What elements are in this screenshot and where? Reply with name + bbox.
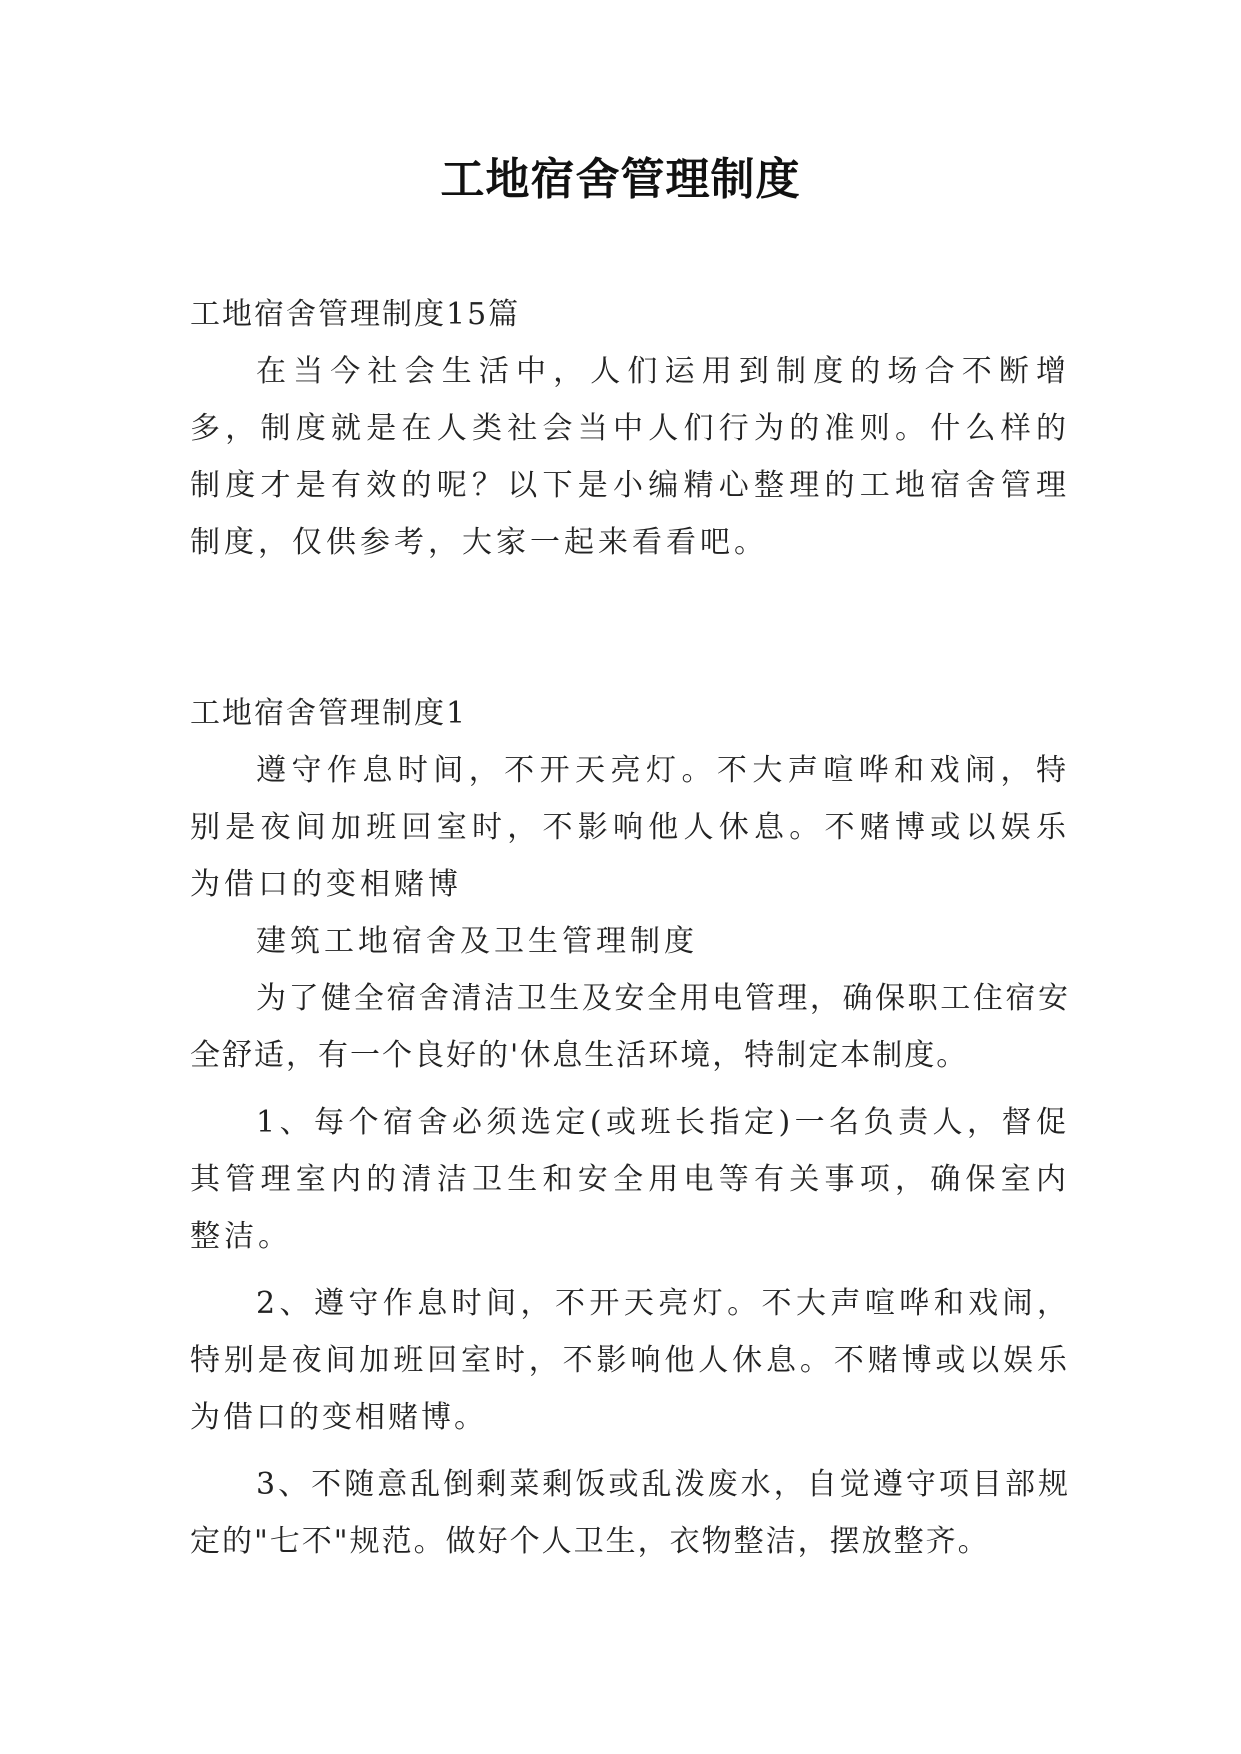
body-paragraph: 建筑工地宿舍及卫生管理制度 bbox=[256, 924, 698, 959]
body-paragraph: 为了健全宿舍清洁卫生及安全用电管理，确保职工住宿安全舒适，有一个良好的'休息生活环境，特制定本制度。 bbox=[190, 981, 1070, 1073]
body-paragraph: 遵守作息时间，不开天亮灯。不大声喧哗和戏闹，特别是夜间加班回室时，不影响他人休息。不赌博或以娱乐为借口的变相赌博 bbox=[190, 753, 1070, 902]
body-paragraph: 3、不随意乱倒剩菜剩饭或乱泼废水，自觉遵守项目部规定的"七不"规范。做好个人卫生，衣物整洁，摆放整齐。 bbox=[190, 1467, 1070, 1559]
document-subtitle: 工地宿舍管理制度15篇 bbox=[190, 297, 521, 332]
body-paragraph: 1、每个宿舍必须选定(或班长指定)一名负责人，督促其管理室内的清洁卫生和安全用电等有关事项，确保室内整洁。 bbox=[190, 1105, 1070, 1254]
intro-paragraph: 在当今社会生活中，人们运用到制度的场合不断增多，制度就是在人类社会当中人们行为的准则。什么样的制度才是有效的呢？以下是小编精心整理的工地宿舍管理制度，仅供参考，大家一起来看看吧。 bbox=[190, 354, 1070, 560]
body-paragraph: 2、遵守作息时间，不开天亮灯。不大声喧哗和戏闹，特别是夜间加班回室时，不影响他人休息。不赌博或以娱乐为借口的变相赌博。 bbox=[190, 1286, 1070, 1435]
section-gap bbox=[190, 571, 1070, 685]
document-body bbox=[190, 286, 1070, 1570]
section-title: 工地宿舍管理制度1 bbox=[190, 696, 468, 731]
document-title: 工地宿舍管理制度 bbox=[440, 154, 801, 205]
